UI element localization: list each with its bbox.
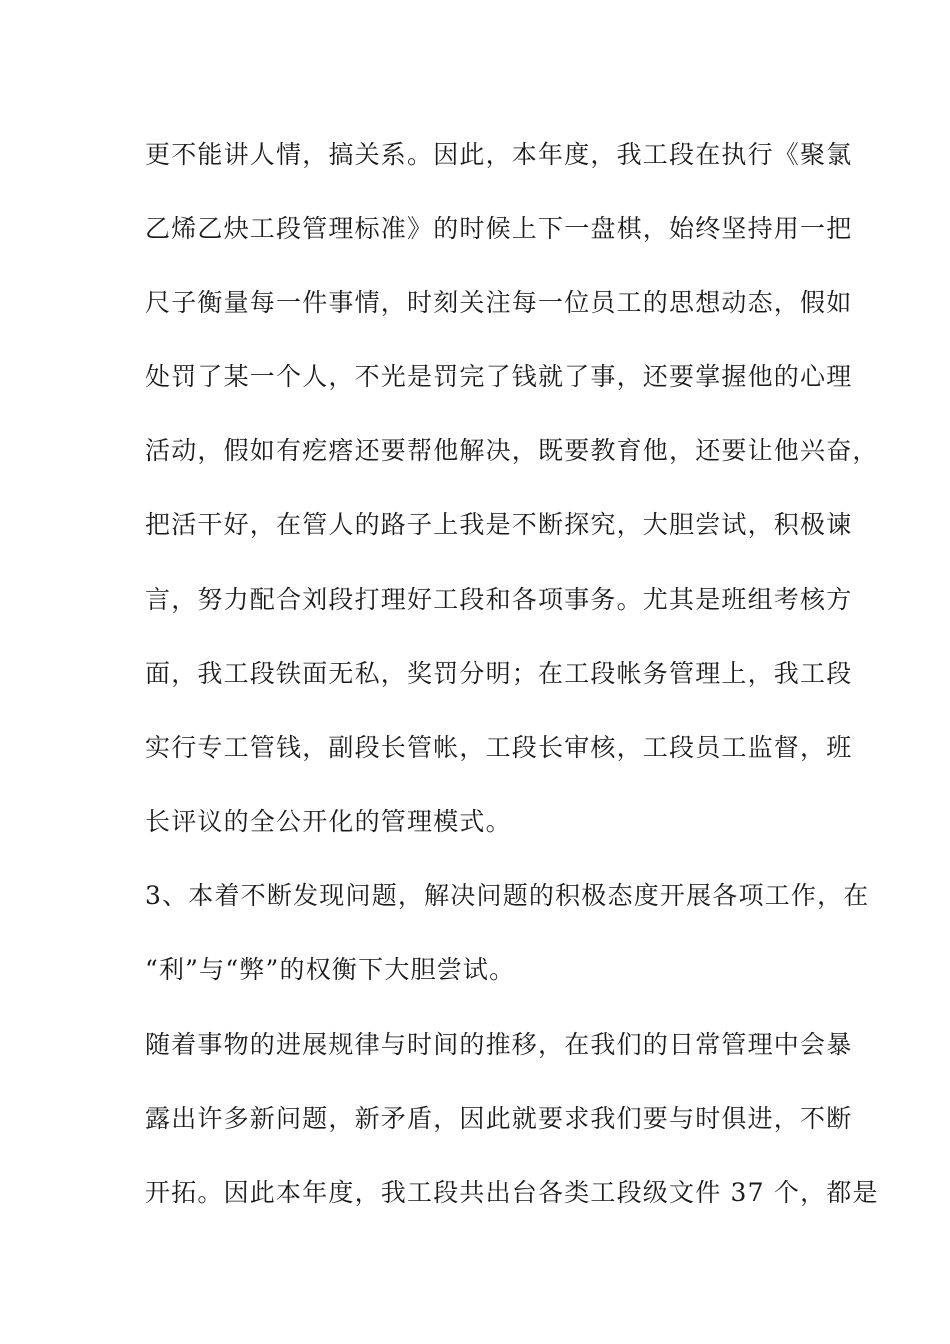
text-line: 更不能讲人情，搞关系。因此，本年度，我工段在执行《聚氯: [145, 140, 853, 169]
text-line: 露出许多新问题，新矛盾，因此就要求我们要与时俱进，不断: [145, 1104, 853, 1133]
text-line: 开拓。因此本年度，我工段共出台各类工段级文件 37 个，都是: [145, 1178, 879, 1207]
text-line: 乙烯乙炔工段管理标准》的时候上下一盘棋，始终坚持用一把: [145, 214, 853, 243]
text-line: 随着事物的进展规律与时间的推移，在我们的日常管理中会暴: [145, 1030, 853, 1059]
text-line: 处罚了某一个人，不光是罚完了钱就了事，还要掌握他的心理: [145, 362, 853, 391]
text-line: 实行专工管钱，副段长管帐，工段长审核，工段员工监督，班: [145, 733, 853, 762]
text-line: 活动，假如有疙瘩还要帮他解决，既要教育他，还要让他兴奋，: [145, 436, 879, 465]
section-heading-line: 3、本着不断发现问题，解决问题的积极态度开展各项工作，在: [145, 881, 870, 910]
text-line: 言，努力配合刘段打理好工段和各项事务。尤其是班组考核方: [145, 585, 853, 614]
text-line: 面，我工段铁面无私，奖罚分明；在工段帐务管理上，我工段: [145, 659, 853, 688]
text-line: 把活干好，在管人的路子上我是不断探究，大胆尝试，积极谏: [145, 510, 853, 539]
section-heading-line: “利”与“弊”的权衡下大胆尝试。: [145, 955, 516, 984]
text-line: 尺子衡量每一件事情，时刻关注每一位员工的思想动态，假如: [145, 288, 853, 317]
text-line: 长评议的全公开化的管理模式。: [145, 807, 512, 836]
